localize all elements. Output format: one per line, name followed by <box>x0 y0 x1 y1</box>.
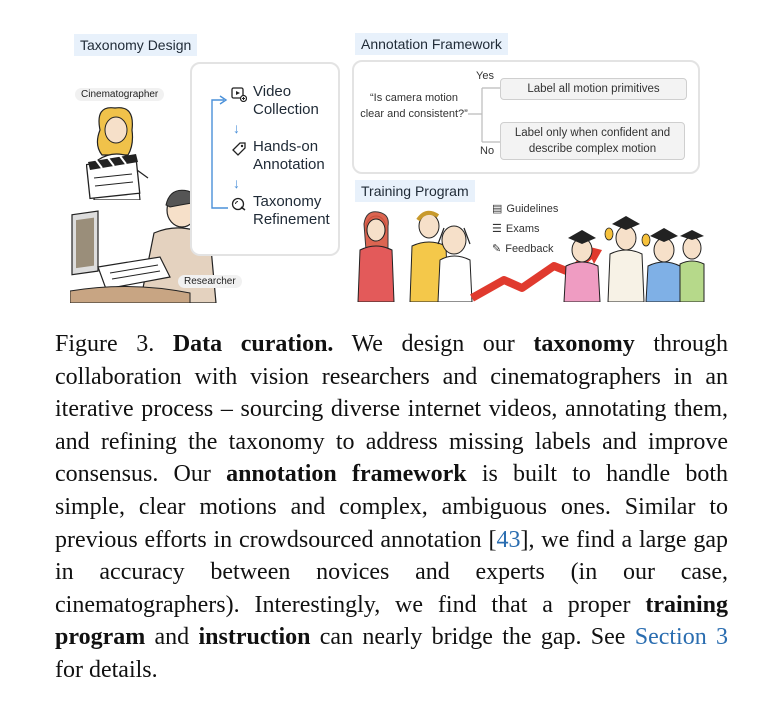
caption-text-5: and <box>154 624 190 651</box>
caption-title: Data curation. <box>172 331 334 357</box>
caption-text-4: ], we find a large gap in accuracy between novices and experts (in our case, cinematographers). Interestingly, we find that a proper <box>55 526 728 618</box>
caption-text-7: for details. <box>55 656 158 683</box>
caption-text-1: We design our <box>351 331 515 357</box>
caption-text-3: is built to handle both simple, clear motions and complex, ambiguous ones. Similar to previous efforts in crowdsourced annotation [ <box>55 461 728 553</box>
exams-icon: ☰ <box>492 223 502 235</box>
citation-link-43[interactable]: 43 <box>496 526 521 553</box>
yes-label: Yes <box>476 70 494 82</box>
down-arrow-icon: ↓ <box>233 175 240 191</box>
step-annotation-line1: Hands-on <box>253 138 319 155</box>
annotation-framework-label: Annotation Framework <box>355 33 508 55</box>
training-program-label: Training Program <box>355 180 475 202</box>
no-label: No <box>480 145 495 157</box>
yes-option-box: Label all motion primitives <box>500 78 687 100</box>
no-option-box: Label only when confident and describe complex motion <box>500 122 685 160</box>
step-video-line1: Video <box>253 83 292 100</box>
step-video-line2: Collection <box>253 101 319 118</box>
step-hands-on-annotation <box>231 138 325 174</box>
caption-bold-training-program: training program <box>55 591 729 651</box>
guidelines-icon: ▤ <box>492 203 503 215</box>
guidelines-text: Guidelines <box>506 202 559 215</box>
step-taxonomy-refinement <box>231 193 330 229</box>
figure-number: Figure 3. <box>55 331 155 357</box>
annotation-question: “Is camera motion clear and consistent?” <box>360 92 468 120</box>
step-refinement-line1: Taxonomy <box>253 193 322 210</box>
caption-text-6: can nearly bridge the gap. See <box>319 624 626 651</box>
caption-bold-taxonomy: taxonomy <box>533 331 635 357</box>
cinematographer-tag: Cinematographer <box>75 88 164 101</box>
step-annotation-line2: Annotation <box>253 156 325 173</box>
exams-text: Exams <box>505 222 540 235</box>
caption-bold-annotation-framework: annotation framework <box>226 461 467 488</box>
feedback-icon: ✎ <box>492 243 502 255</box>
caption-text-2: through collaboration with vision researchers and cinematographers in an iterative process – sourcing diverse internet videos, annotating them, and refining the taxonomy to address missing labels and improve consensus. Our <box>55 331 728 488</box>
tag-icon <box>231 141 247 157</box>
training-illustration <box>354 210 706 302</box>
feedback-text: Feedback <box>505 242 554 255</box>
step-video-collection <box>231 83 319 119</box>
figure-caption <box>55 328 728 687</box>
section-3-link[interactable]: Section 3 <box>634 624 729 651</box>
video-collection-icon <box>231 86 247 102</box>
down-arrow-icon: ↓ <box>233 120 240 136</box>
caption-bold-instruction: instruction <box>198 624 311 651</box>
taxonomy-design-label: Taxonomy Design <box>74 34 197 56</box>
refine-icon <box>231 196 247 212</box>
steps-connector <box>198 94 234 214</box>
researcher-tag: Researcher <box>178 275 242 288</box>
step-refinement-line2: Refinement <box>253 211 330 228</box>
